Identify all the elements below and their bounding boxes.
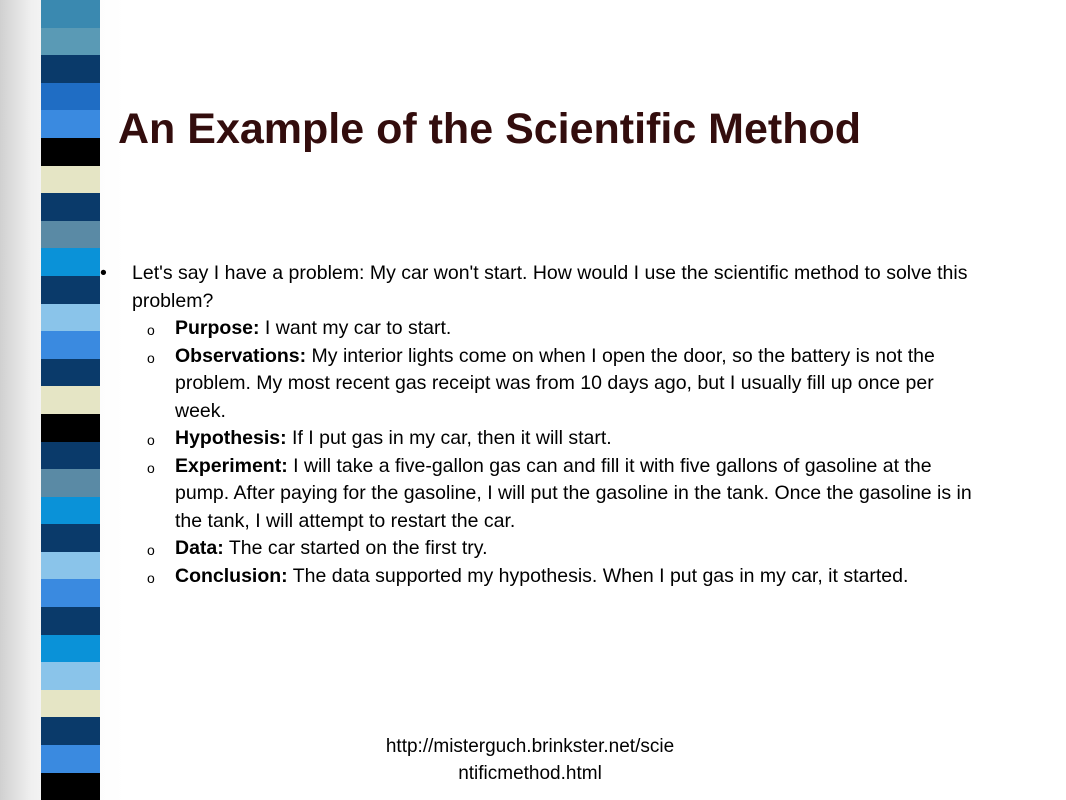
step-label: Observations: — [175, 344, 307, 367]
step-purpose — [100, 315, 980, 343]
sub-bullet-icon: o — [147, 459, 155, 476]
sub-bullet-icon: o — [147, 349, 155, 366]
stripe-block — [41, 469, 100, 497]
intro-bullet — [100, 260, 980, 315]
step-label: Experiment: — [175, 454, 288, 477]
slide-title: An Example of the Scientific Method — [118, 105, 862, 153]
stripe-column — [41, 0, 100, 800]
step-label: Data: — [175, 537, 224, 559]
step-text: The car started on the first try. — [223, 537, 488, 559]
step-text: I will take a five-gallon gas can and fill it with five gallons of gasoline at the pump. After paying for the gasoline, I will put the gasoline in the tank. Once the gasoline is in the tank, I will attempt to restart the car. — [175, 454, 972, 532]
sub-bullet-icon: o — [147, 432, 155, 448]
stripe-block — [41, 248, 100, 276]
sub-bullet-icon: o — [147, 542, 155, 558]
stripe-block — [41, 28, 100, 56]
stripe-block — [41, 276, 100, 304]
stripe-block — [41, 745, 100, 773]
step-text: If I put gas in my car, then it will start. — [286, 427, 612, 449]
intro-text: Let's say I have a problem: My car won't start. How would I use the scientific method to solve this problem? — [132, 262, 968, 312]
stripe-block — [41, 497, 100, 525]
step-hypothesis — [100, 425, 980, 453]
step-label: Purpose: — [175, 317, 260, 339]
stripe-block — [41, 607, 100, 635]
stripe-block — [41, 166, 100, 194]
step-observations — [100, 343, 980, 426]
step-text: I want my car to start. — [259, 317, 452, 339]
stripe-block — [41, 0, 100, 28]
stripe-block — [41, 662, 100, 690]
step-data — [100, 535, 980, 563]
stripe-block — [41, 773, 100, 800]
bullet-icon: • — [100, 262, 107, 284]
stripe-block — [41, 690, 100, 718]
step-label: Conclusion: — [175, 564, 288, 587]
stripe-block — [41, 304, 100, 332]
step-text: The data supported my hypothesis. When I put gas in my car, it started. — [287, 564, 909, 587]
method-steps-list — [100, 315, 980, 590]
sub-bullet-icon: o — [147, 322, 155, 338]
stripe-block — [41, 221, 100, 249]
stripe-block — [41, 110, 100, 138]
stripe-block — [41, 635, 100, 663]
stripe-block — [41, 83, 100, 111]
step-conclusion — [100, 563, 980, 591]
stripe-block — [41, 414, 100, 442]
stripe-block — [41, 138, 100, 166]
step-label: Hypothesis: — [175, 427, 287, 449]
stripe-block — [41, 579, 100, 607]
stripe-block — [41, 552, 100, 580]
stripe-block — [41, 524, 100, 552]
stripe-block — [41, 331, 100, 359]
stripe-block — [41, 55, 100, 83]
stripe-block — [41, 359, 100, 387]
step-text: My interior lights come on when I open the door, so the battery is not the problem. My most recent gas receipt was from 10 days ago, but I usually fill up once per week. — [175, 344, 935, 422]
source-url — [330, 733, 730, 787]
step-experiment — [100, 453, 980, 536]
stripe-block — [41, 386, 100, 414]
stripe-block — [41, 442, 100, 470]
stripe-block — [41, 193, 100, 221]
stripe-block — [41, 717, 100, 745]
slide-content — [100, 260, 980, 590]
source-url-line-1: http://misterguch.brinkster.net/scie — [385, 736, 675, 757]
source-url-line-2: ntificmethod.html — [458, 763, 602, 784]
sub-bullet-icon: o — [147, 569, 155, 586]
